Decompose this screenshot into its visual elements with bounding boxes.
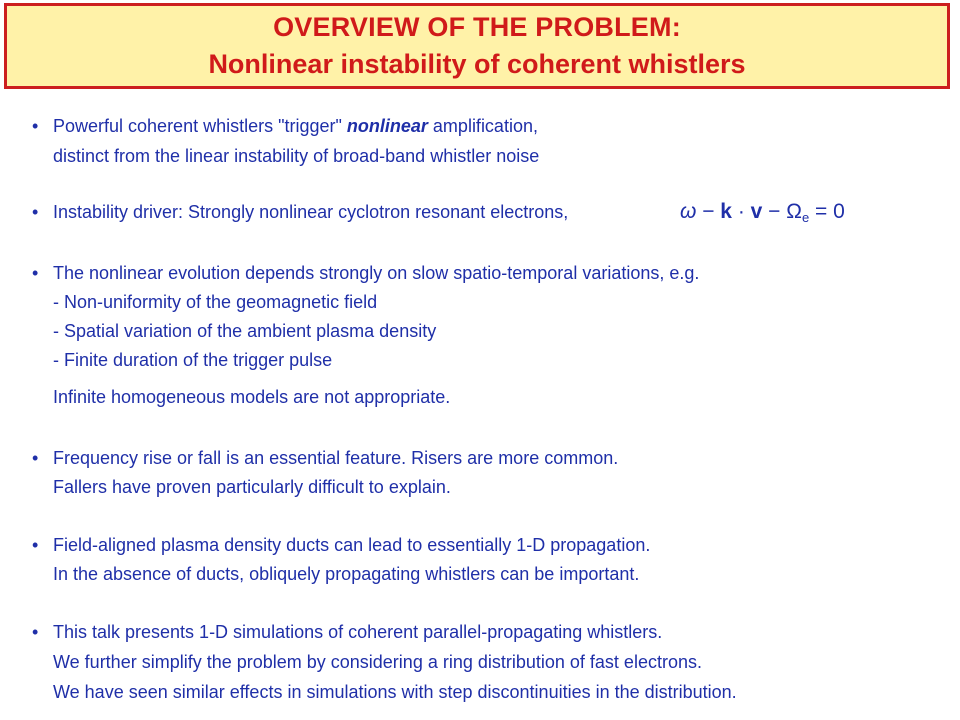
bullet-4-line-1: Frequency rise or fall is an essential feature. Risers are more common. <box>53 448 619 468</box>
eq-minus-2: − <box>762 200 787 223</box>
eq-equals-zero: = 0 <box>809 200 845 223</box>
eq-Omega: Ω <box>786 200 802 223</box>
eq-v: v <box>750 200 763 223</box>
eq-omega: ω <box>680 200 697 223</box>
bullet-6-line-2: We further simplify the problem by considering a ring distribution of fast electrons. <box>53 652 702 672</box>
bullet-1-text-post: amplification, <box>427 116 538 136</box>
bullet-1-line-2: distinct from the linear instability of broad-band whistler noise <box>53 146 540 166</box>
bullet-6-line-1: This talk presents 1-D simulations of coherent parallel-propagating whistlers. <box>53 622 663 642</box>
bullet-1-emphasis: nonlinear <box>346 116 428 136</box>
title-line-2: Nonlinear instability of coherent whistlers <box>208 49 746 79</box>
bullet-2-line-1: Instability driver: Strongly nonlinear cyclotron resonant electrons, <box>53 202 569 222</box>
bullet-6-line-3: We have seen similar effects in simulations with step discontinuities in the distribution. <box>53 682 737 702</box>
title-line-1: OVERVIEW OF THE PROBLEM: <box>273 12 681 42</box>
resonance-equation <box>680 200 845 230</box>
bullet-5-marker: • <box>32 535 39 555</box>
bullet-1-marker: • <box>32 116 39 136</box>
bullet-4-line-2: Fallers have proven particularly difficult to explain. <box>53 477 451 497</box>
bullet-6-marker: • <box>32 622 39 642</box>
bullet-5-line-1: Field-aligned plasma density ducts can lead to essentially 1-D propagation. <box>53 535 651 555</box>
bullet-1-line-1 <box>53 115 538 137</box>
bullet-3-line-1: The nonlinear evolution depends strongly on slow spatio-temporal variations, e.g. <box>53 263 700 283</box>
bullet-3-sub-3: - Finite duration of the trigger pulse <box>53 350 333 370</box>
eq-dot: · <box>731 200 751 223</box>
title-box <box>4 3 950 89</box>
bullet-3-marker: • <box>32 263 39 283</box>
bullet-1-text-pre: Powerful coherent whistlers "trigger" <box>53 116 347 136</box>
bullet-4-marker: • <box>32 448 39 468</box>
bullet-2-marker: • <box>32 202 39 222</box>
eq-minus-1: − <box>696 200 721 223</box>
bullet-5-line-2: In the absence of ducts, obliquely propagating whistlers can be important. <box>53 564 640 584</box>
bullet-3-sub-2: - Spatial variation of the ambient plasma density <box>53 321 437 341</box>
eq-k: k <box>720 200 732 223</box>
bullet-3-sub-1: - Non-uniformity of the geomagnetic field <box>53 292 378 312</box>
eq-subscript-e: e <box>801 210 810 225</box>
bullet-3-note: Infinite homogeneous models are not appropriate. <box>53 387 451 407</box>
